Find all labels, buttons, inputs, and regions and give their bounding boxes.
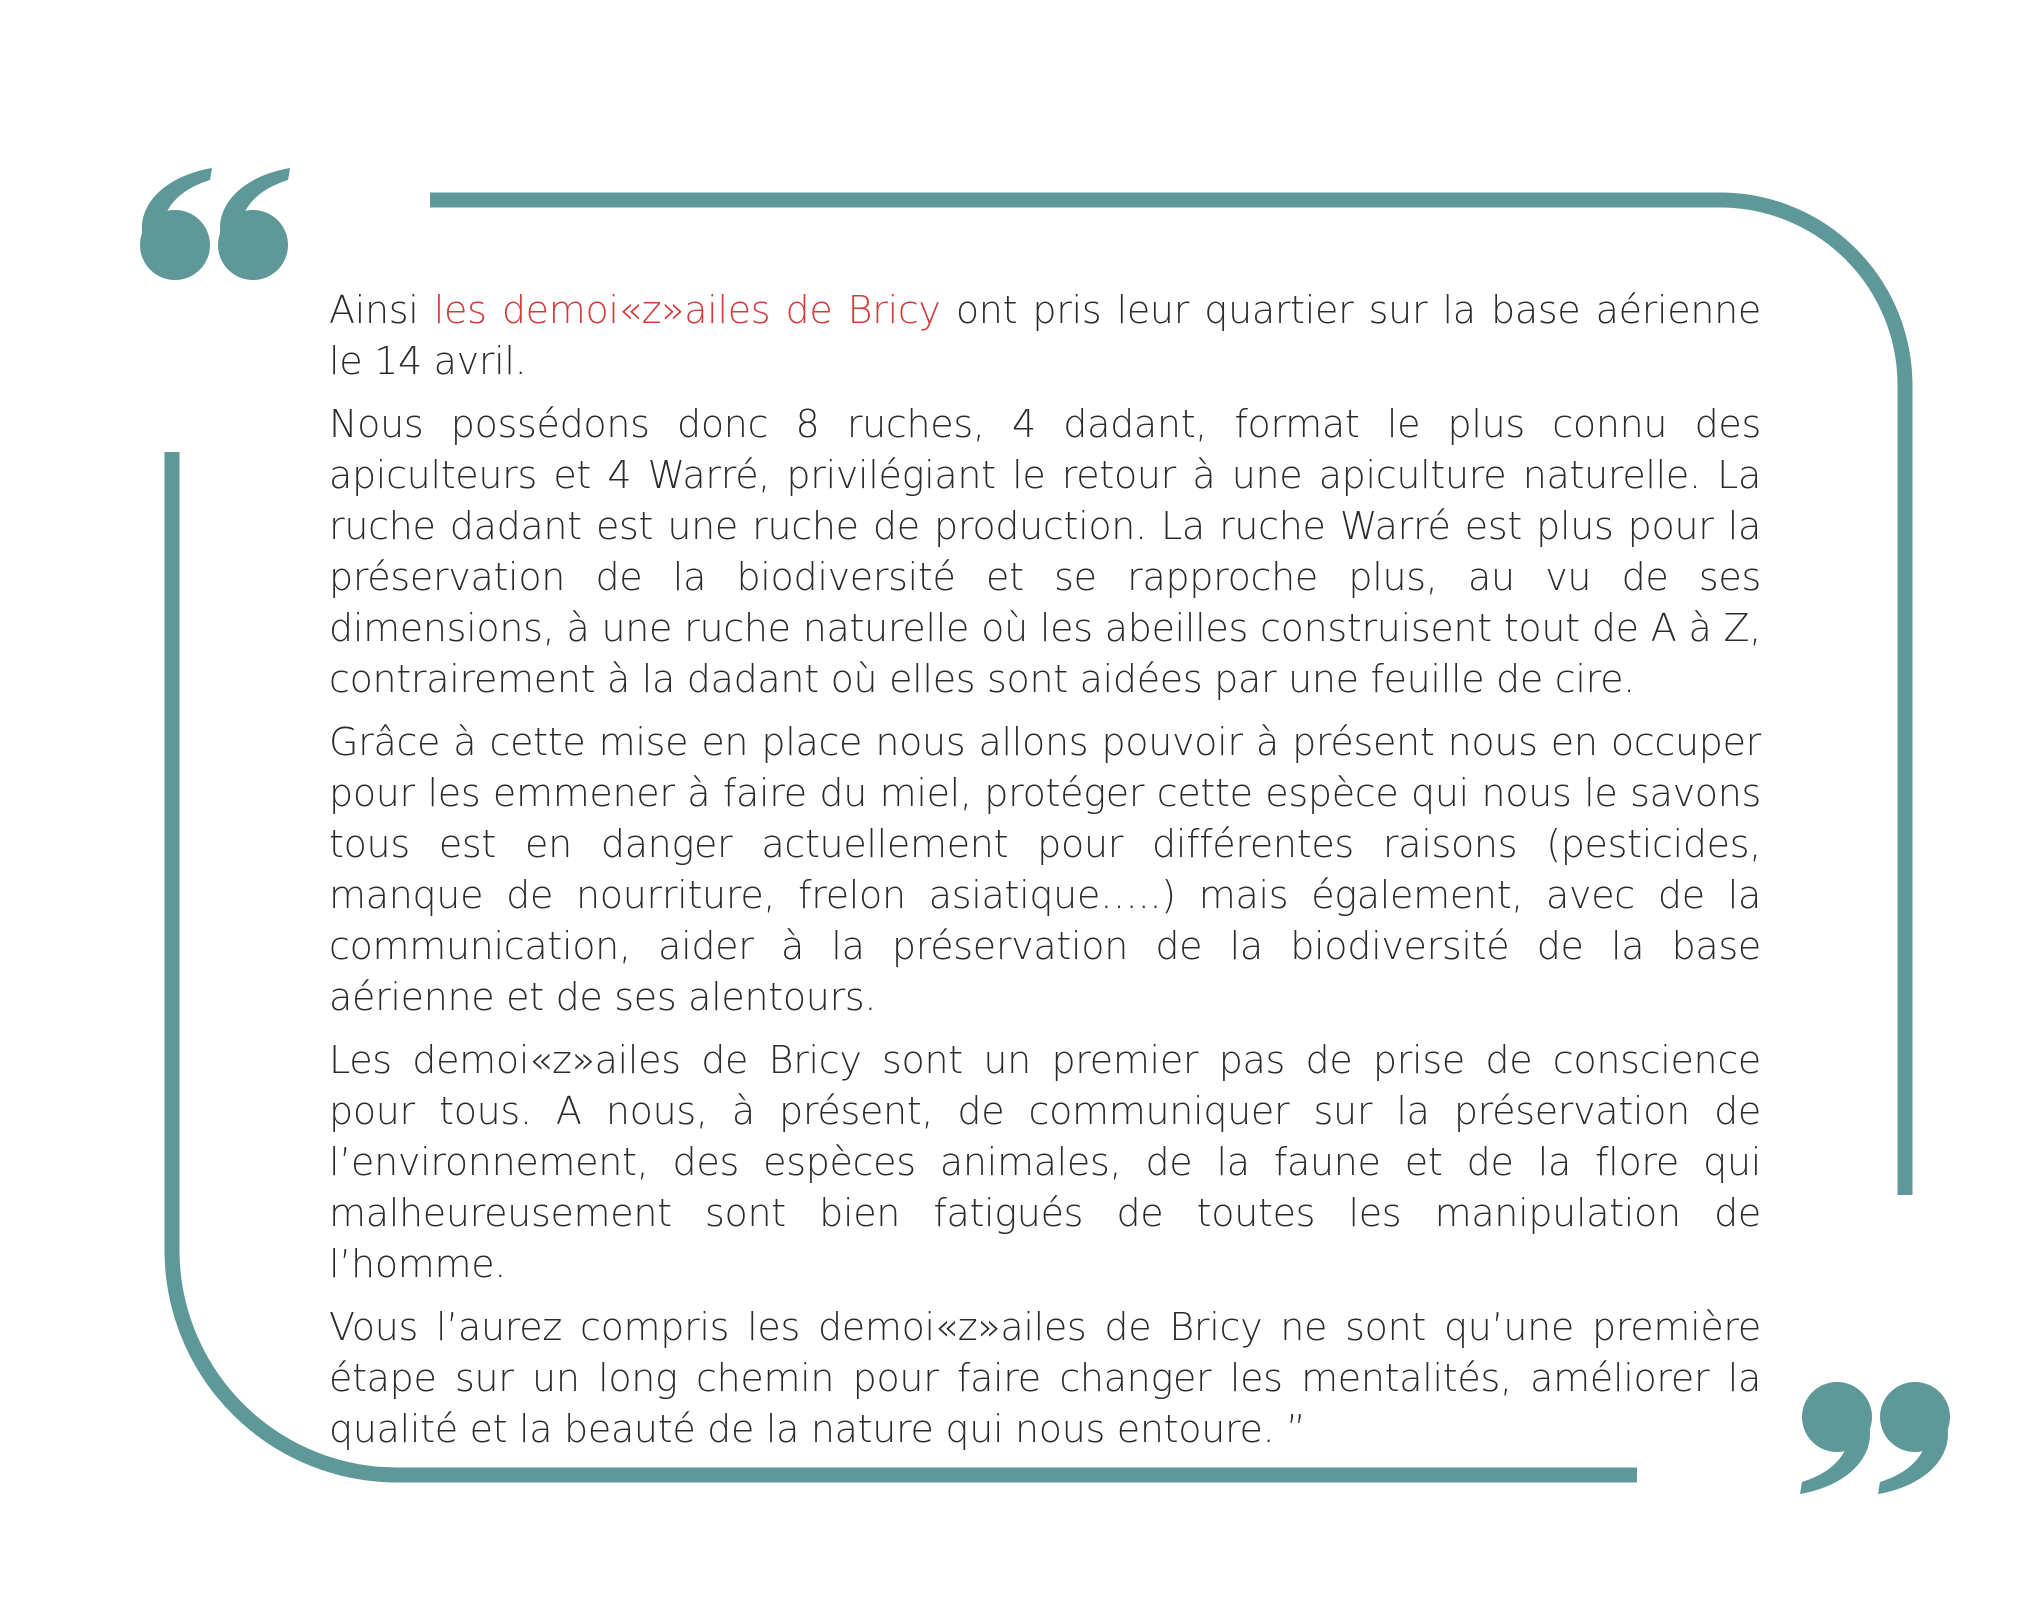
paragraph-5: Vous l’aurez compris les demoi«z»ailes de Bricy ne sont qu’une première étape sur un long chemin pour faire changer les mentalités, améliorer la qualité et la beauté de la nature qui nous entoure. ” bbox=[329, 1305, 1761, 1451]
paragraph-2: Nous possédons donc 8 ruches, 4 dadant, format le plus connu des apiculteurs et 4 Warré, privilégiant le retour à une apiculture naturelle. La ruche dadant est une ruche de production. La ruche Warré est plus pour la préservation de la biodiversité et se rapproche plus, au vu de ses dimensions, à une ruche naturelle où les abeilles construisent tout de A à Z, contrairement à la dadant où elles sont aidées par une feuille de cire. bbox=[329, 402, 1761, 701]
paragraph-1 bbox=[329, 285, 1761, 387]
quote-text bbox=[329, 285, 1761, 1467]
paragraph-3: Grâce à cette mise en place nous allons pouvoir à présent nous en occuper pour les emmener à faire du miel, protéger cette espèce qui nous le savons tous est en danger actuellement pour différentes raisons (pesticides, manque de nourriture, frelon asiatique…..) mais également, avec de la communication, aider à la préservation de la biodiversité de la base aérienne et de ses alentours. bbox=[329, 720, 1761, 1019]
paragraph-4: Les demoi«z»ailes de Bricy sont un premier pas de prise de conscience pour tous. A nous, à présent, de communiquer sur la préservation de l’environnement, des espèces animales, de la faune et de la flore qui malheureusement sont bien fatigués de toutes les manipulation de l’homme. bbox=[329, 1038, 1761, 1286]
close-quote-icon bbox=[1800, 1382, 1950, 1494]
paragraph-1-rest: ont pris leur quartier sur la base aérienne le 14 avril. bbox=[329, 288, 1762, 383]
open-quote-icon bbox=[140, 168, 290, 280]
paragraph-1-lead: Ainsi bbox=[329, 288, 434, 332]
highlight-hive-name: les demoi«z»ailes de Bricy bbox=[433, 288, 941, 332]
